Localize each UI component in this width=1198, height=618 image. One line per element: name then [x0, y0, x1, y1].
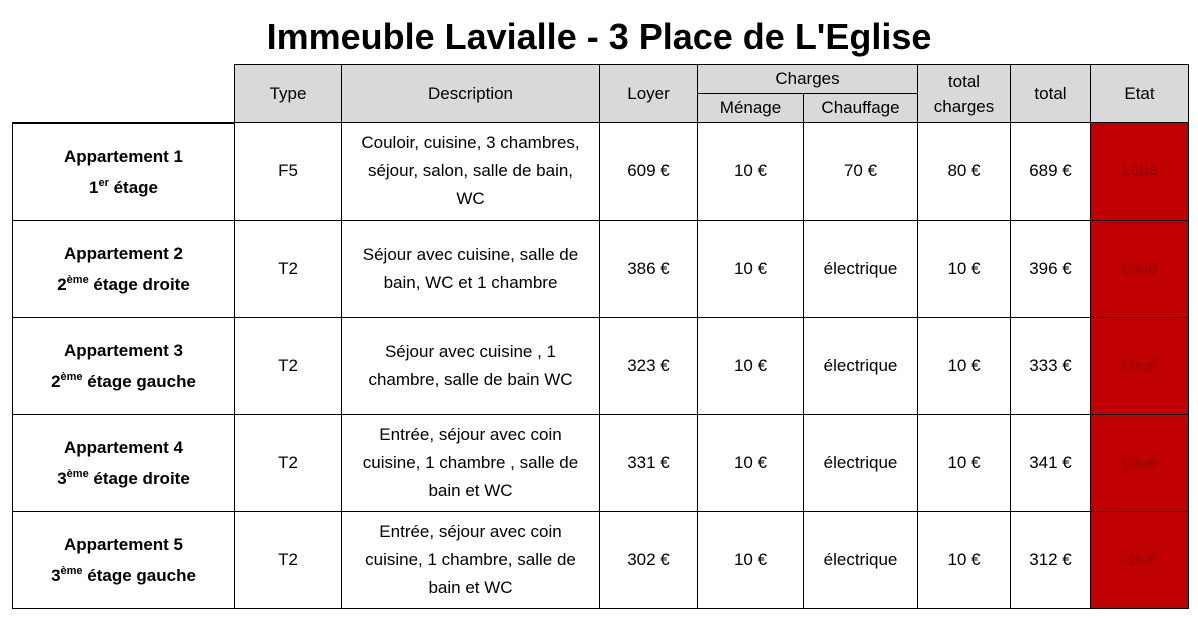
description-cell	[342, 317, 600, 414]
total-cell: 333 €	[1011, 317, 1091, 414]
menage-cell: 10 €	[698, 414, 804, 511]
menage-cell: 10 €	[698, 511, 804, 608]
loyer-cell: 323 €	[600, 317, 698, 414]
table-row	[13, 123, 1189, 221]
type-cell: T2	[235, 414, 342, 511]
description-line: bain et WC	[428, 577, 513, 597]
apartment-name: Appartement 4	[63, 437, 184, 457]
header-chauffage: Chauffage	[804, 94, 918, 123]
total-charges-cell: 10 €	[918, 317, 1011, 414]
menage-cell: 10 €	[698, 220, 804, 317]
document-title: Immeuble Lavialle - 3 Place de L'Eglise	[266, 16, 932, 57]
description-line: Séjour avec cuisine, salle de	[362, 244, 579, 264]
header-empty-cell	[13, 65, 235, 123]
rental-table	[12, 64, 1189, 609]
description-cell	[342, 123, 600, 221]
loyer-cell: 302 €	[600, 511, 698, 608]
etat-status-cell: Loué	[1091, 123, 1189, 221]
apartment-floor: 2ème étage droite	[57, 273, 190, 294]
description-line: cuisine, 1 chambre , salle de	[362, 452, 579, 472]
apartment-name: Appartement 2	[63, 243, 184, 263]
description-line: bain, WC et 1 chambre	[383, 272, 558, 292]
total-charges-cell: 10 €	[918, 414, 1011, 511]
apartment-floor: 3ème étage droite	[57, 467, 190, 488]
menage-cell: 10 €	[698, 317, 804, 414]
table-row	[13, 414, 1189, 511]
header-etat: Etat	[1091, 65, 1189, 123]
type-cell: T2	[235, 220, 342, 317]
apartment-cell	[13, 123, 235, 221]
type-cell: F5	[235, 123, 342, 221]
total-charges-cell: 80 €	[918, 123, 1011, 221]
apartment-cell	[13, 414, 235, 511]
chauffage-cell: électrique	[804, 220, 918, 317]
etat-status-cell: Loué	[1091, 317, 1189, 414]
description-cell	[342, 414, 600, 511]
total-cell: 689 €	[1011, 123, 1091, 221]
etat-status-cell: Loué	[1091, 511, 1189, 608]
apartment-name: Appartement 3	[63, 340, 184, 360]
apartment-cell	[13, 317, 235, 414]
description-line: Séjour avec cuisine , 1	[384, 341, 557, 361]
description-line: WC	[456, 189, 485, 209]
total-charges-cell: 10 €	[918, 511, 1011, 608]
chauffage-cell: électrique	[804, 414, 918, 511]
total-cell: 341 €	[1011, 414, 1091, 511]
loyer-cell: 386 €	[600, 220, 698, 317]
header-loyer: Loyer	[600, 65, 698, 123]
loyer-cell: 609 €	[600, 123, 698, 221]
type-cell: T2	[235, 511, 342, 608]
apartment-name: Appartement 5	[63, 534, 184, 554]
apartment-cell	[13, 220, 235, 317]
apartment-floor: 3ème étage gauche	[51, 564, 196, 585]
header-charges: Charges	[698, 65, 918, 94]
description-line: Entrée, séjour avec coin	[379, 521, 562, 541]
header-type: Type	[235, 65, 342, 123]
description-line: chambre, salle de bain WC	[368, 369, 573, 389]
description-line: cuisine, 1 chambre, salle de	[365, 549, 576, 569]
total-cell: 312 €	[1011, 511, 1091, 608]
table-row	[13, 220, 1189, 317]
apartment-name: Appartement 1	[63, 146, 184, 166]
etat-status-cell: Loué	[1091, 414, 1189, 511]
header-total-charges-line2: charges	[933, 96, 995, 116]
description-cell	[342, 511, 600, 608]
header-menage: Ménage	[698, 94, 804, 123]
description-line: séjour, salon, salle de bain,	[367, 161, 574, 181]
header-total: total	[1011, 65, 1091, 123]
description-line: Couloir, cuisine, 3 chambres,	[361, 133, 580, 153]
header-row-1	[13, 65, 1189, 94]
menage-cell: 10 €	[698, 123, 804, 221]
loyer-cell: 331 €	[600, 414, 698, 511]
chauffage-cell: électrique	[804, 511, 918, 608]
header-description: Description	[342, 65, 600, 123]
description-line: bain et WC	[428, 480, 513, 500]
type-cell: T2	[235, 317, 342, 414]
table-row	[13, 317, 1189, 414]
apartment-floor: 1er étage	[88, 176, 158, 197]
header-total-charges	[918, 65, 1011, 123]
apartment-floor: 2ème étage gauche	[51, 370, 196, 391]
chauffage-cell: 70 €	[804, 123, 918, 221]
description-line: Entrée, séjour avec coin	[379, 424, 562, 444]
total-charges-cell: 10 €	[918, 220, 1011, 317]
header-total-charges-line1: total	[947, 71, 981, 91]
description-cell	[342, 220, 600, 317]
etat-status-cell: Loué	[1091, 220, 1189, 317]
total-cell: 396 €	[1011, 220, 1091, 317]
table-row	[13, 511, 1189, 608]
apartment-cell	[13, 511, 235, 608]
chauffage-cell: électrique	[804, 317, 918, 414]
